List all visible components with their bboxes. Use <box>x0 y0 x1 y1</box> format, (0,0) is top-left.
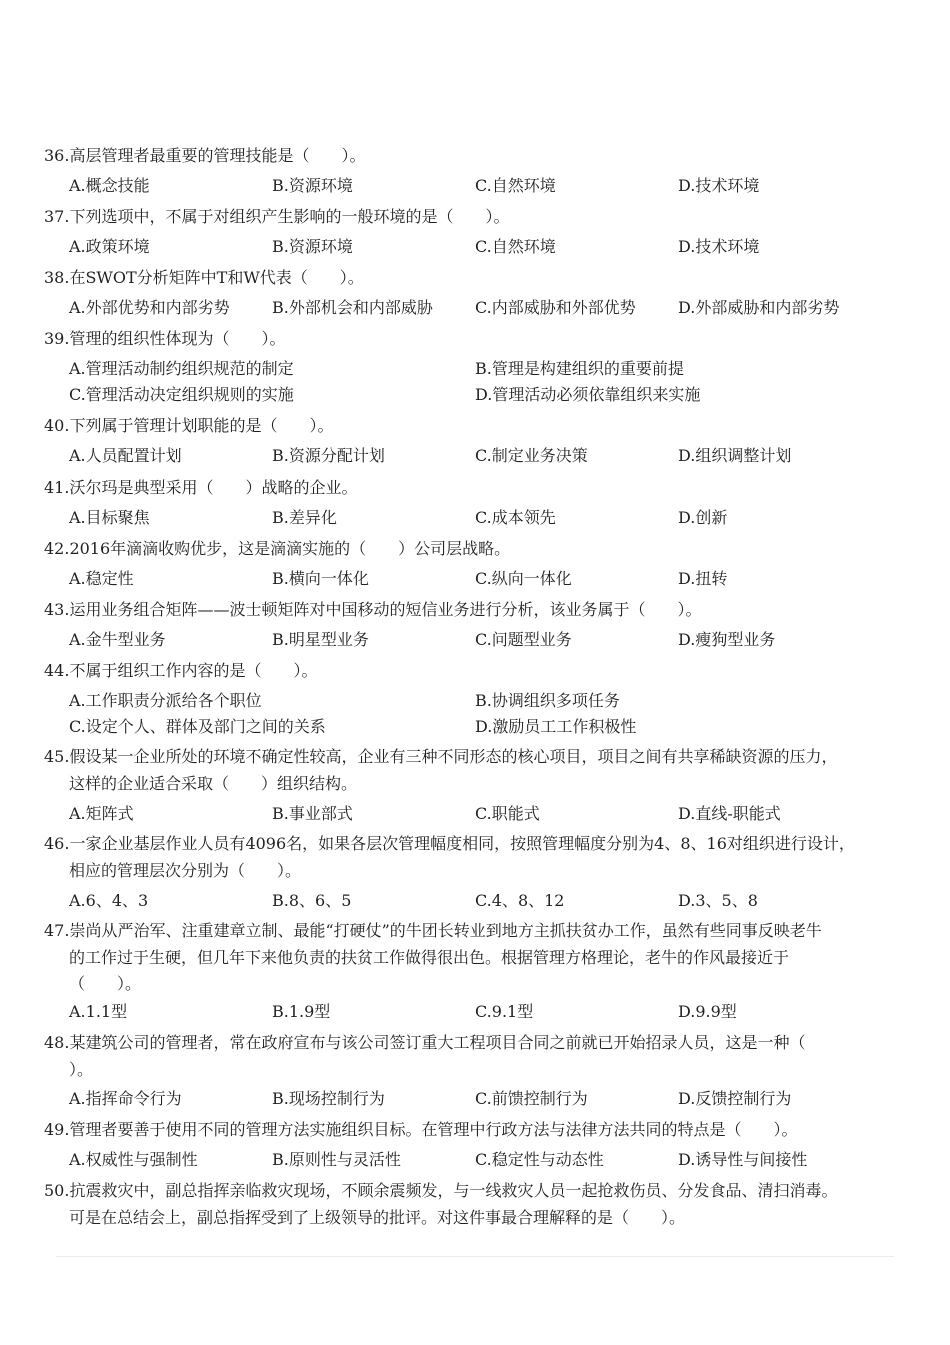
question-43-options <box>69 627 889 653</box>
question-48-stem <box>44 1030 884 1083</box>
option-c: C.管理活动决定组织规则的实施 <box>69 385 294 404</box>
question-42-options <box>69 566 889 592</box>
question-48-line1: 48.某建筑公司的管理者，常在政府宣布与该公司签订重大工程项目合同之前就已开始招录人员，这是一种（ <box>44 1033 806 1052</box>
option-b: B.事业部式 <box>272 804 353 823</box>
question-40-stem: 40.下列属于管理计划职能的是（ ）。 <box>44 416 334 435</box>
option-b: B.资源分配计划 <box>272 446 385 465</box>
question-46-line1: 46.一家企业基层作业人员有4096名，如果各层次管理幅度相同，按照管理幅度分别为4、8、16对组织进行设计， <box>44 834 855 853</box>
question-37-stem: 37.下列选项中，不属于对组织产生影响的一般环境的是（ ）。 <box>44 207 510 226</box>
option-d: D.技术环境 <box>678 237 760 256</box>
option-c: C.前馈控制行为 <box>475 1089 588 1108</box>
question-36-options <box>69 173 889 199</box>
option-c: C.4、8、12 <box>475 891 565 910</box>
option-b: B.管理是构建组织的重要前提 <box>475 359 684 378</box>
option-b: B.8、6、5 <box>272 891 352 910</box>
option-a: A.工作职责分派给各个职位 <box>69 691 262 710</box>
question-47-line1: 47.崇尚从严治军、注重建章立制、最能“打硬仗”的牛团长转业到地方主抓扶贫办工作，虽然有些同事反映老牛 <box>44 921 822 940</box>
option-d: D.激励员工工作积极性 <box>475 717 637 736</box>
question-41-options <box>69 505 889 531</box>
option-d: D.瘦狗型业务 <box>678 630 776 649</box>
option-b: B.原则性与灵活性 <box>272 1150 401 1169</box>
option-d: D.管理活动必须依靠组织来实施 <box>475 385 701 404</box>
question-50-stem <box>44 1178 884 1231</box>
option-a: A.权威性与强制性 <box>69 1150 198 1169</box>
option-c: C.内部威胁和外部优势 <box>475 298 636 317</box>
option-d: D.直线-职能式 <box>678 804 781 823</box>
question-37-options <box>69 234 889 260</box>
option-a: A.政策环境 <box>69 237 150 256</box>
option-b: B.差异化 <box>272 508 337 527</box>
option-d: D.反馈控制行为 <box>678 1089 792 1108</box>
option-c: C.设定个人、群体及部门之间的关系 <box>69 717 326 736</box>
option-d: D.创新 <box>678 508 728 527</box>
question-44-options-row1 <box>69 688 889 714</box>
option-d: D.技术环境 <box>678 176 760 195</box>
question-45-options <box>69 801 889 827</box>
option-c: C.成本领先 <box>475 508 556 527</box>
option-c: C.职能式 <box>475 804 540 823</box>
option-b: B.外部机会和内部威胁 <box>272 298 433 317</box>
option-d: D.3、5、8 <box>678 891 758 910</box>
question-38-options <box>69 295 889 321</box>
question-48-options <box>69 1086 889 1112</box>
option-d: D.扭转 <box>678 569 728 588</box>
option-a: A.6、4、3 <box>69 891 149 910</box>
option-b: B.横向一体化 <box>272 569 369 588</box>
question-47-options <box>69 999 889 1025</box>
question-46-options <box>69 888 889 914</box>
option-a: A.目标聚焦 <box>69 508 150 527</box>
question-50-line1: 50.抗震救灾中，副总指挥亲临救灾现场，不顾余震频发，与一线救灾人员一起抢救伤员、分发食品、清扫消毒。 <box>44 1181 838 1200</box>
question-39-options-row1 <box>69 356 889 382</box>
option-b: B.协调组织多项任务 <box>475 691 620 710</box>
option-b: B.现场控制行为 <box>272 1089 385 1108</box>
option-d: D.外部威胁和内部劣势 <box>678 298 840 317</box>
question-44-options-row2 <box>69 714 889 740</box>
question-50-line2: 可是在总结会上，副总指挥受到了上级领导的批评。对这件事最合理解释的是（ ）。 <box>69 1207 686 1227</box>
option-c: C.问题型业务 <box>475 630 572 649</box>
question-45-stem <box>44 744 884 797</box>
option-d: D.组织调整计划 <box>678 446 792 465</box>
option-b: B.1.9型 <box>272 1002 331 1021</box>
option-c: C.9.1型 <box>475 1002 534 1021</box>
option-a: A.指挥命令行为 <box>69 1089 182 1108</box>
option-b: B.资源环境 <box>272 176 353 195</box>
option-c: C.自然环境 <box>475 176 556 195</box>
question-39-options-row2 <box>69 382 889 408</box>
option-b: B.资源环境 <box>272 237 353 256</box>
option-a: A.金牛型业务 <box>69 630 166 649</box>
question-47-line3: （ ）。 <box>69 974 142 993</box>
option-c: C.制定业务决策 <box>475 446 588 465</box>
option-c: C.稳定性与动态性 <box>475 1150 604 1169</box>
question-39-stem: 39.管理的组织性体现为（ ）。 <box>44 329 286 348</box>
question-49-stem: 49.管理者要善于使用不同的管理方法实施组织目标。在管理中行政方法与法律方法共同的特点是（ ）。 <box>44 1120 798 1139</box>
question-36-stem: 36.高层管理者最重要的管理技能是（ ）。 <box>44 146 366 165</box>
option-a: A.概念技能 <box>69 176 150 195</box>
question-46-stem <box>44 831 884 884</box>
question-44-stem: 44.不属于组织工作内容的是（ ）。 <box>44 661 318 680</box>
option-a: A.人员配置计划 <box>69 446 182 465</box>
option-d: D.9.9型 <box>678 1002 737 1021</box>
question-41-stem: 41.沃尔玛是典型采用（ ）战略的企业。 <box>44 478 358 497</box>
question-46-line2: 相应的管理层次分别为（ ）。 <box>69 860 302 880</box>
question-48-line2: ）。 <box>69 1059 94 1079</box>
question-42-stem: 42.2016年滴滴收购优步，这是滴滴实施的（ ）公司层战略。 <box>44 539 511 558</box>
option-a: A.1.1型 <box>69 1002 128 1021</box>
question-38-stem: 38.在SWOT分析矩阵中T和W代表（ ）。 <box>44 268 364 287</box>
question-45-line1: 45.假设某一企业所处的环境不确定性较高，企业有三种不同形态的核心项目，项目之间有共享稀缺资源的压力， <box>44 747 838 766</box>
option-a: A.外部优势和内部劣势 <box>69 298 230 317</box>
question-40-options <box>69 443 889 469</box>
question-49-options <box>69 1147 889 1173</box>
option-a: A.矩阵式 <box>69 804 134 823</box>
option-c: C.纵向一体化 <box>475 569 572 588</box>
option-a: A.稳定性 <box>69 569 134 588</box>
question-47-line2: 的工作过于生硬，但几年下来他负责的扶贫工作做得很出色。根据管理方格理论，老牛的作风最接近于 <box>69 947 790 967</box>
option-a: A.管理活动制约组织规范的制定 <box>69 359 294 378</box>
page-divider <box>56 1256 894 1257</box>
question-43-stem: 43.运用业务组合矩阵——波士顿矩阵对中国移动的短信业务进行分析，该业务属于（ ）。 <box>44 600 702 619</box>
option-c: C.自然环境 <box>475 237 556 256</box>
option-b: B.明星型业务 <box>272 630 369 649</box>
option-d: D.诱导性与间接性 <box>678 1150 808 1169</box>
question-45-line2: 这样的企业适合采取（ ）组织结构。 <box>69 773 358 793</box>
question-47-stem <box>44 918 884 998</box>
